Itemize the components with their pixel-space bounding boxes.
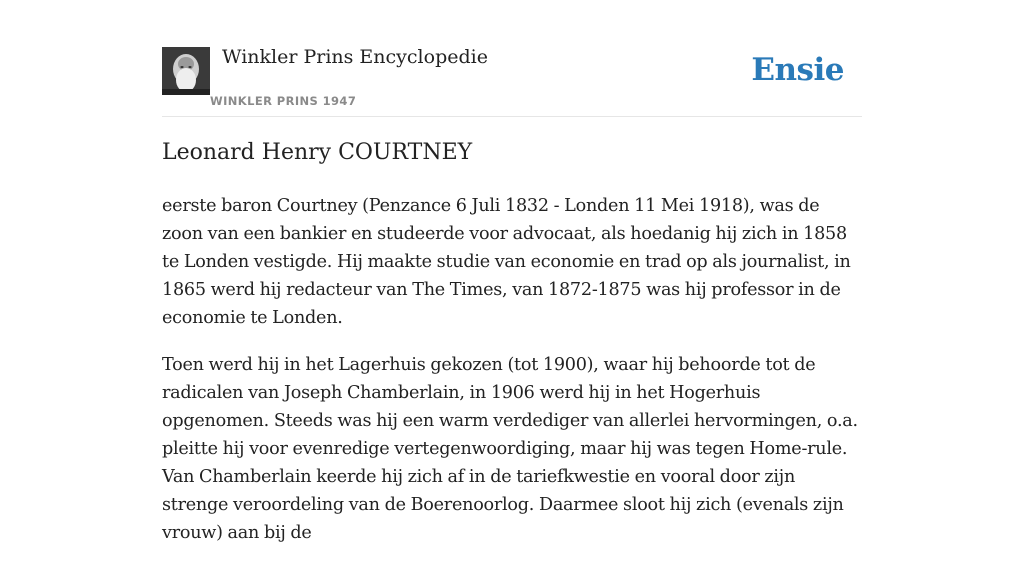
paragraph: eerste baron Courtney (Penzance 6 Juli 1832 - Londen 11 Mei 1918), was de zoon van een bankier en studeerde voor advocaat, als hoedanig hij zich in 1858 te Londen vestigde. Hij maakte studie van economie en trad op als journalist, in 1865 werd hij redacteur van The Times, van 1872-1875 was hij professor in de economie te Londen. bbox=[162, 196, 851, 328]
source-header bbox=[162, 0, 862, 117]
author-avatar[interactable] bbox=[162, 47, 210, 95]
source-subtitle[interactable]: WINKLER PRINS 1947 bbox=[210, 94, 357, 108]
brand-logo[interactable]: Ensie bbox=[751, 52, 844, 88]
portrait-icon bbox=[162, 47, 210, 95]
article-body bbox=[162, 192, 862, 566]
source-title[interactable]: Winkler Prins Encyclopedie bbox=[222, 46, 488, 68]
paragraph: Toen werd hij in het Lagerhuis gekozen (tot 1900), waar hij behoorde tot de radicalen van Joseph Chamberlain, in 1906 werd hij in het Hogerhuis opgenomen. Steeds was hij een warm verdediger van allerlei hervormingen, o.a. pleitte hij voor evenredige vertegenwoordiging, maar hij was tegen Home-rule. Van Chamberlain keerde hij zich af in de tariefkwestie en vooral door zijn strenge veroordeling van de Boerenoorlog. Daarmee sloot hij zich (evenals zijn vrouw) aan bij de bbox=[162, 355, 858, 543]
article-title: Leonard Henry COURTNEY bbox=[162, 140, 473, 165]
